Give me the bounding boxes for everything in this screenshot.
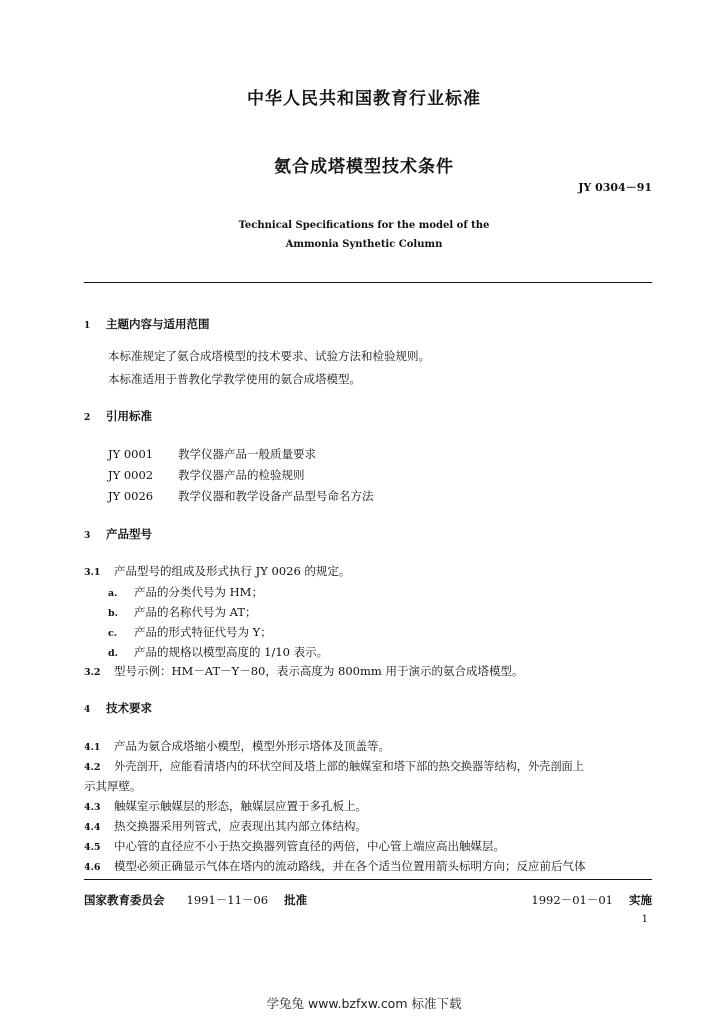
clause	[84, 663, 523, 679]
reference-code: JY 0002	[108, 468, 154, 482]
list-text: 产品的分类代号为 HM；	[134, 585, 263, 599]
english-title-line-1: Technical Specifications for the model of the	[238, 220, 490, 231]
clause-number: 4.1	[84, 742, 101, 753]
page-number: 1	[641, 914, 648, 925]
list-item	[108, 604, 257, 620]
approval-date: 1991－11－06	[186, 893, 269, 907]
reference-code: JY 0026	[108, 489, 154, 503]
standard-code: JY 0304－91	[578, 181, 652, 194]
reference-title: 教学仪器和教学设备产品型号命名方法	[178, 489, 374, 503]
clause-continuation: 示其厚壁。	[84, 779, 142, 793]
section-number: 1	[84, 321, 91, 331]
list-text: 产品的形式特征代号为 Y；	[134, 625, 272, 639]
clause	[84, 818, 367, 834]
approval-line	[84, 892, 307, 908]
list-letter: d.	[108, 648, 118, 659]
section-title: 引用标准	[106, 409, 152, 423]
section-heading	[84, 526, 152, 542]
clause	[84, 798, 367, 814]
page-title: 氨合成塔模型技术条件	[274, 157, 454, 177]
approval-label: 批准	[284, 893, 308, 907]
clause-number: 4.5	[84, 842, 101, 853]
reference-item	[108, 488, 374, 504]
reference-title: 教学仪器产品一般质量要求	[178, 447, 316, 461]
clause-text: 型号示例：HM－AT－Y－80，表示高度为 800mm 用于演示的氨合成塔模型。	[114, 664, 524, 678]
list-letter: b.	[108, 608, 118, 619]
clause	[84, 563, 350, 579]
section-heading	[84, 700, 152, 716]
standard-category-heading: 中华人民共和国教育行业标准	[247, 89, 481, 109]
clause	[84, 838, 505, 854]
clause	[84, 858, 586, 874]
section-title: 产品型号	[106, 527, 152, 541]
clause	[84, 758, 584, 774]
implementation-label: 实施	[629, 893, 652, 907]
list-text: 产品的名称代号为 AT；	[134, 605, 257, 619]
clause-text: 外壳剖开，应能看清塔内的环状空间及塔上部的触媒室和塔下部的热交换器等结构，外壳剖面上	[114, 760, 584, 773]
implementation-date: 1992－01－01	[531, 893, 613, 907]
clause-number: 4.3	[84, 802, 101, 813]
section-number: 2	[84, 413, 91, 423]
reference-item	[108, 446, 316, 462]
clause-number: 3.2	[84, 667, 101, 678]
reference-code: JY 0001	[108, 447, 154, 461]
implementation-line	[531, 892, 652, 908]
clause	[84, 738, 390, 754]
list-item	[108, 644, 328, 660]
approving-authority: 国家教育委员会	[84, 893, 165, 907]
section-heading	[84, 408, 152, 424]
list-item	[108, 624, 272, 640]
clause-text: 中心管的直径应不小于热交换器列管直径的两倍，中心管上端应高出触媒层。	[114, 839, 505, 853]
list-letter: c.	[108, 628, 118, 639]
section-heading	[84, 316, 210, 332]
clause-number: 3.1	[84, 567, 101, 578]
clause-text: 热交换器采用列管式，应表现出其内部立体结构。	[114, 819, 367, 833]
clause-number: 4.4	[84, 822, 101, 833]
section-number: 3	[84, 531, 91, 541]
section-title: 主题内容与适用范围	[106, 317, 210, 331]
section-number: 4	[84, 705, 91, 715]
top-divider	[84, 282, 652, 283]
bottom-divider	[84, 879, 652, 880]
clause-number: 4.2	[84, 762, 101, 773]
clause-text: 产品为氨合成塔缩小模型，模型外形示塔体及顶盖等。	[114, 739, 390, 753]
list-letter: a.	[108, 588, 118, 599]
section-title: 技术要求	[106, 701, 152, 715]
paragraph: 本标准适用于普教化学教学使用的氨合成塔模型。	[108, 372, 361, 386]
reference-item	[108, 467, 305, 483]
clause-text: 触媒室示触媒层的形态，触媒层应置于多孔板上。	[114, 799, 367, 813]
watermark: 学兔兔 www.bzfxw.com 标准下载	[266, 996, 462, 1011]
clause-text: 模型必须正确显示气体在塔内的流动路线，并在各个适当位置用箭头标明方向；反应前后气体	[114, 859, 586, 873]
list-item	[108, 584, 263, 600]
reference-title: 教学仪器产品的检验规则	[178, 468, 305, 482]
english-title-line-2: Ammonia Synthetic Column	[285, 239, 443, 250]
paragraph: 本标准规定了氨合成塔模型的技术要求、试验方法和检验规则。	[108, 349, 430, 363]
clause-number: 4.6	[84, 862, 101, 873]
list-text: 产品的规格以模型高度的 1/10 表示。	[134, 645, 329, 659]
clause-text: 产品型号的组成及形式执行 JY 0026 的规定。	[114, 564, 351, 578]
